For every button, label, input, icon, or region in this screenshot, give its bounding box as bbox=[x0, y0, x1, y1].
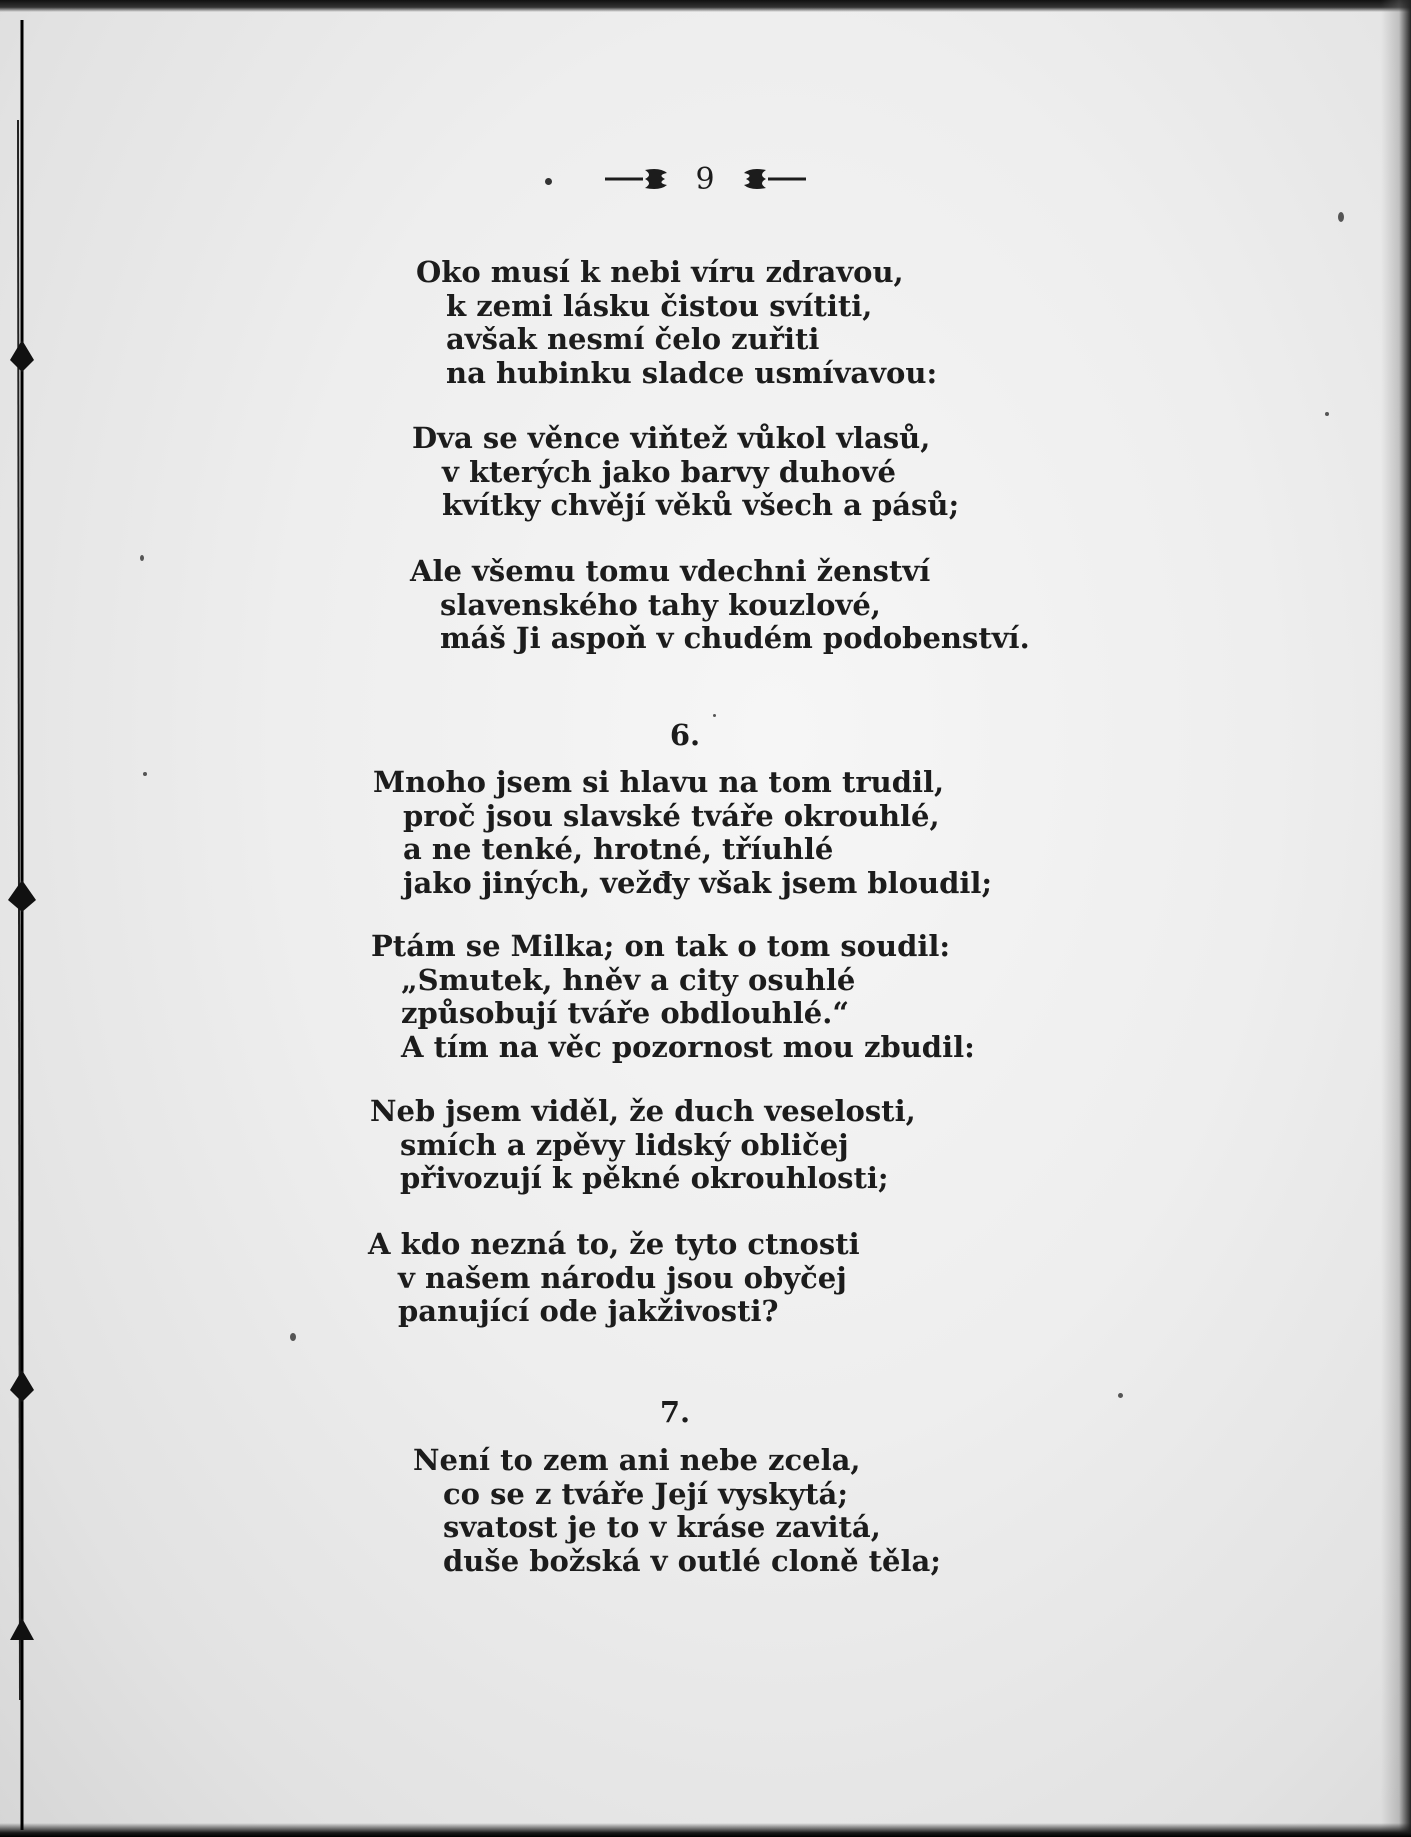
stanza bbox=[412, 422, 959, 523]
poem-line: v kterých jako barvy duhové bbox=[442, 454, 896, 489]
stanza bbox=[370, 1095, 916, 1196]
stanza bbox=[413, 1444, 941, 1578]
bottom-scan-edge bbox=[0, 1823, 1411, 1837]
poem-line: jako jiných, vežđy však jsem bloudil; bbox=[403, 865, 993, 900]
top-scan-edge bbox=[0, 0, 1411, 12]
stanza bbox=[410, 555, 1030, 656]
poem-line: A kdo nezná to, že tyto ctnosti bbox=[368, 1227, 860, 1261]
poem-line: Dva se věnce viňtež vůkol vlasů, bbox=[412, 421, 931, 455]
section-number: 7. bbox=[659, 1395, 691, 1429]
poem-line: kvítky chvějí věků všech a pásů; bbox=[442, 488, 960, 522]
left-ornament-icon bbox=[605, 167, 675, 191]
poem-line: a ne tenké, hrotné, tříuhlé bbox=[403, 832, 834, 866]
poem-line: Oko musí k nebi víru zdravou, bbox=[416, 255, 904, 289]
poem-line: máš Ji aspoň v chudém podobenství. bbox=[440, 621, 1030, 655]
poem-line: způsobují tváře obdlouhlé.“ bbox=[401, 996, 849, 1030]
stanza bbox=[416, 256, 937, 390]
poem-line: v našem národu jsou obyčej bbox=[398, 1260, 847, 1295]
poem-line: duše božská v outlé cloně těla; bbox=[443, 1543, 941, 1578]
poem-line: Ale všemu tomu vdechni ženství bbox=[410, 554, 931, 588]
stanza bbox=[371, 930, 975, 1064]
poem-line: Neb jsem viděl, že duch veselosti, bbox=[370, 1094, 916, 1128]
binding-thread bbox=[0, 0, 40, 1837]
poem-line: avšak nesmí čelo zuřiti bbox=[446, 322, 820, 356]
page-number: 9 bbox=[695, 161, 716, 197]
poem-line: A tím na věc pozornost mou zbudil: bbox=[401, 1029, 975, 1064]
poem-line: přivozují k pěkné okrouhlosti; bbox=[400, 1161, 889, 1195]
page-header bbox=[0, 160, 1411, 197]
poem-line: Mnoho jsem si hlavu na tom trudil, bbox=[373, 765, 945, 799]
poem-line: „Smutek, hněv a city osuhlé bbox=[401, 962, 856, 997]
stanza bbox=[368, 1228, 860, 1329]
section-number: 6. bbox=[669, 718, 701, 752]
stanza bbox=[373, 766, 992, 900]
header-dot bbox=[545, 178, 552, 185]
poem-line: Není to zem ani nebe zcela, bbox=[413, 1443, 861, 1477]
poem-line: smích a zpěvy lidský obličej bbox=[400, 1127, 849, 1162]
poem-line: proč jsou slavské tváře okrouhlé, bbox=[403, 798, 940, 833]
poem-line: slavenského tahy kouzlové, bbox=[440, 587, 881, 622]
poem-line: co se z tváře Její vyskytá; bbox=[443, 1476, 849, 1511]
right-ornament-icon bbox=[736, 167, 806, 191]
poem-line: svatost je to v kráse zavitá, bbox=[443, 1510, 881, 1544]
poem-line: na hubinku sladce usmívavou: bbox=[446, 355, 938, 390]
poem-line: panující ode jakživosti? bbox=[398, 1294, 779, 1328]
right-scan-edge bbox=[1381, 0, 1411, 1837]
poem-line: Ptám se Milka; on tak o tom soudil: bbox=[371, 929, 951, 963]
poem-line: k zemi lásku čistou svítiti, bbox=[446, 288, 873, 323]
